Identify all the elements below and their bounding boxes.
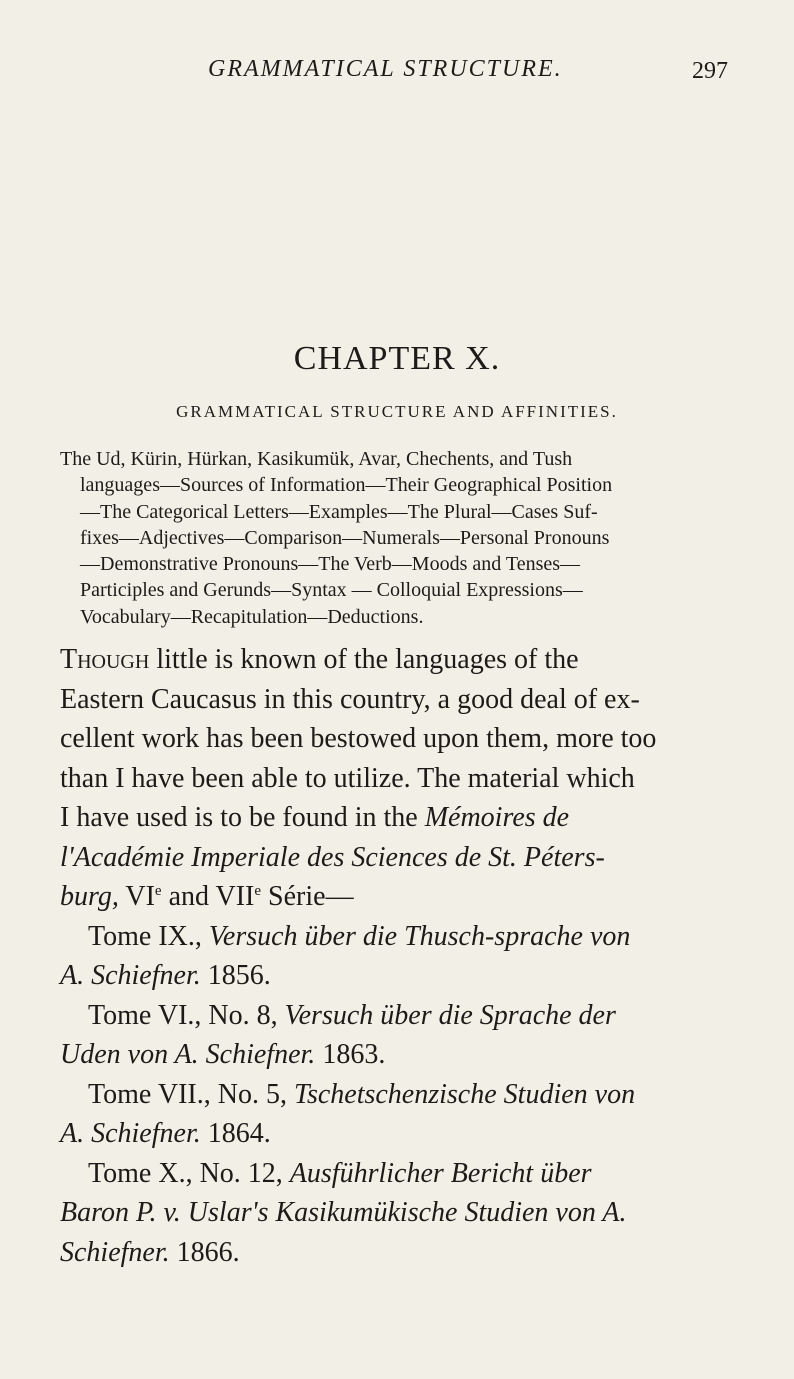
body-line: Though little is known of the languages of the bbox=[60, 644, 579, 675]
reference-line: Tome IX., Versuch über die Thusch-sprache von bbox=[88, 920, 631, 952]
body-line: Eastern Caucasus in this country, a good deal of ex- bbox=[60, 683, 640, 715]
synopsis-line: The Ud, Kürin, Hürkan, Kasikumük, Avar, Chechents, and Tush bbox=[60, 448, 573, 470]
synopsis-line: languages—Sources of Information—Their Geographical Position bbox=[80, 474, 613, 497]
reference-line: Uden von A. Schiefner. 1863. bbox=[60, 1039, 386, 1070]
synopsis-line: —The Categorical Letters—Examples—The Plural—Cases Suf- bbox=[80, 500, 598, 523]
synopsis-line: fixes—Adjectives—Comparison—Numerals—Personal Pronouns bbox=[80, 526, 610, 549]
reference-line: Tome VI., No. 8, Versuch über die Sprache der bbox=[88, 999, 616, 1031]
chapter-synopsis bbox=[60, 446, 735, 630]
running-head bbox=[200, 52, 730, 92]
italic-title: Mémoires de bbox=[424, 802, 570, 833]
opening-word: Though bbox=[60, 644, 150, 675]
body-line: than I have been able to utilize. The material which bbox=[60, 762, 635, 794]
body-paragraph bbox=[60, 640, 735, 1272]
reference-line: Tome X., No. 12, Ausführlicher Bericht über bbox=[88, 1157, 592, 1189]
synopsis-line: Participles and Gerunds—Syntax — Colloquial Expressions— bbox=[80, 579, 583, 602]
reference-line: Tome VII., No. 5, Tschetschenzische Studien von bbox=[88, 1078, 636, 1110]
body-line: cellent work has been bestowed upon them, more too bbox=[60, 723, 657, 754]
page-number: 297 bbox=[692, 58, 728, 84]
body-line: I have used is to be found in the Mémoires de bbox=[60, 802, 570, 833]
reference-line: A. Schiefner. 1856. bbox=[60, 960, 271, 991]
reference-line: Baron P. v. Uslar's Kasikumükische Studien von A. bbox=[60, 1197, 627, 1228]
chapter-subtitle: GRAMMATICAL STRUCTURE AND AFFINITIES. bbox=[176, 402, 618, 421]
reference-line: A. Schiefner. 1864. bbox=[60, 1118, 271, 1149]
running-title: GRAMMATICAL STRUCTURE. bbox=[208, 56, 563, 82]
reference-line: Schiefner. 1866. bbox=[60, 1236, 240, 1268]
chapter-title: CHAPTER X. bbox=[293, 340, 501, 377]
body-line bbox=[60, 838, 735, 878]
italic-title: l'Académie Imperiale des Sciences de St. Péters- bbox=[60, 841, 605, 873]
synopsis-line: Vocabulary—Recapitulation—Deductions. bbox=[80, 605, 424, 628]
body-line: burg, VIe and VIIe Série— bbox=[60, 881, 354, 912]
synopsis-line: —Demonstrative Pronouns—The Verb—Moods and Tenses— bbox=[80, 553, 581, 576]
